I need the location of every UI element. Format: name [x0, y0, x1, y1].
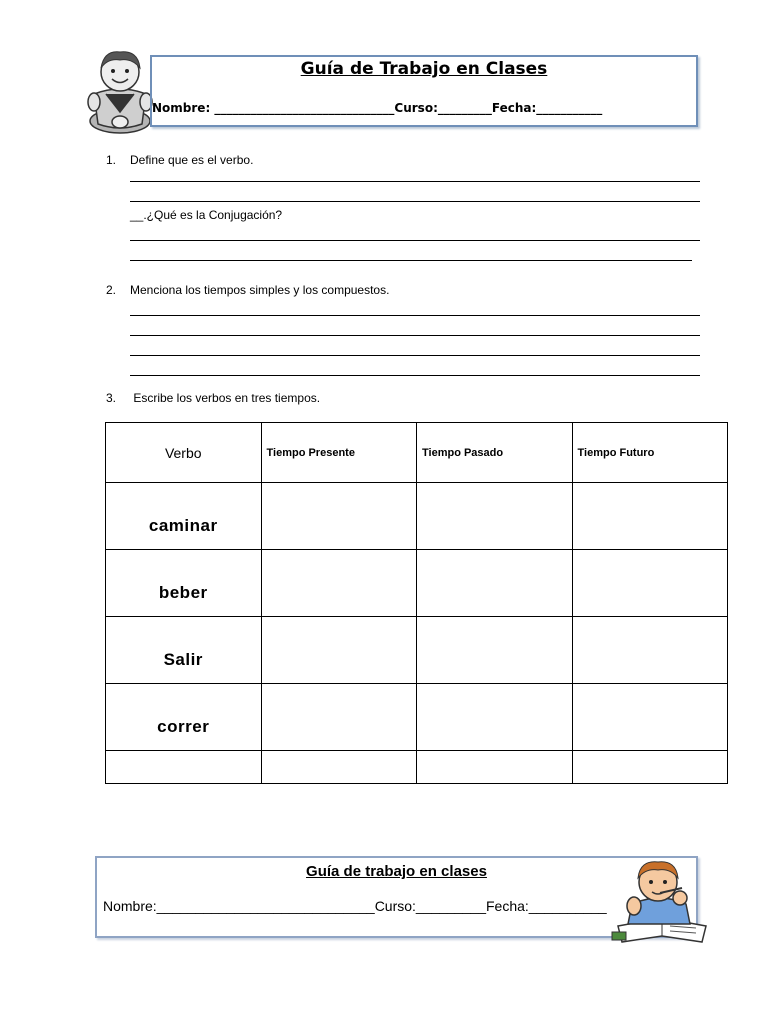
- header-futuro: Tiempo Futuro: [572, 423, 728, 483]
- answer-cell[interactable]: [261, 550, 417, 617]
- answer-cell[interactable]: [417, 617, 573, 684]
- answer-cell[interactable]: [261, 751, 417, 784]
- answer-cell[interactable]: [572, 550, 728, 617]
- question-text: Escribe los verbos en tres tiempos.: [130, 391, 321, 405]
- table-row: [106, 483, 728, 550]
- answer-line: [130, 355, 700, 356]
- answer-cell[interactable]: [261, 617, 417, 684]
- header-presente: Tiempo Presente: [261, 423, 417, 483]
- verb-cell: correr: [106, 684, 262, 751]
- answer-cell[interactable]: [261, 684, 417, 751]
- answer-cell[interactable]: [261, 483, 417, 550]
- page-title: Guía de Trabajo en Clases: [300, 59, 548, 79]
- student-info-fields: Nombre: ______________________________Curso:_________Fecha:___________: [152, 101, 603, 115]
- verb-cell: Salir: [106, 617, 262, 684]
- answer-cell[interactable]: [572, 751, 728, 784]
- question-1: [106, 153, 253, 167]
- answer-line: [130, 240, 700, 241]
- header-box: [150, 55, 698, 127]
- question-number: 3.: [106, 391, 117, 405]
- answer-cell[interactable]: [417, 684, 573, 751]
- table-row: [106, 617, 728, 684]
- footer-info-fields: Nombre:____________________________Curso:_________Fecha:__________: [103, 898, 607, 914]
- footer-box: [95, 856, 698, 938]
- verb-cell: beber: [106, 550, 262, 617]
- answer-cell[interactable]: [417, 751, 573, 784]
- answer-line: [130, 375, 700, 376]
- answer-cell[interactable]: [106, 751, 262, 784]
- studying-kid-icon: [610, 852, 710, 946]
- answer-cell[interactable]: [572, 617, 728, 684]
- answer-line: [130, 260, 692, 261]
- question-1b: __.¿Qué es la Conjugación?: [130, 208, 283, 222]
- verb-table: [105, 422, 728, 784]
- question-text: Define que es el verbo.: [130, 153, 254, 167]
- answer-cell[interactable]: [572, 483, 728, 550]
- answer-line: [130, 201, 700, 202]
- question-2: [106, 283, 389, 297]
- header-pasado: Tiempo Pasado: [417, 423, 573, 483]
- table-row: [106, 684, 728, 751]
- cartoon-kid-icon: [84, 46, 160, 136]
- answer-cell[interactable]: [417, 550, 573, 617]
- answer-line: [130, 181, 700, 182]
- answer-line: [130, 335, 700, 336]
- footer-title: Guía de trabajo en clases: [306, 863, 487, 880]
- question-number: 2.: [106, 283, 117, 297]
- verb-cell: caminar: [106, 483, 262, 550]
- table-header-row: [106, 423, 728, 483]
- question-number: 1.: [106, 153, 117, 167]
- question-3: [106, 391, 320, 405]
- header-verbo: Verbo: [106, 423, 262, 483]
- answer-cell[interactable]: [417, 483, 573, 550]
- question-text: Menciona los tiempos simples y los compuestos.: [130, 283, 390, 297]
- table-row: [106, 751, 728, 784]
- answer-line: [130, 315, 700, 316]
- table-row: [106, 550, 728, 617]
- answer-cell[interactable]: [572, 684, 728, 751]
